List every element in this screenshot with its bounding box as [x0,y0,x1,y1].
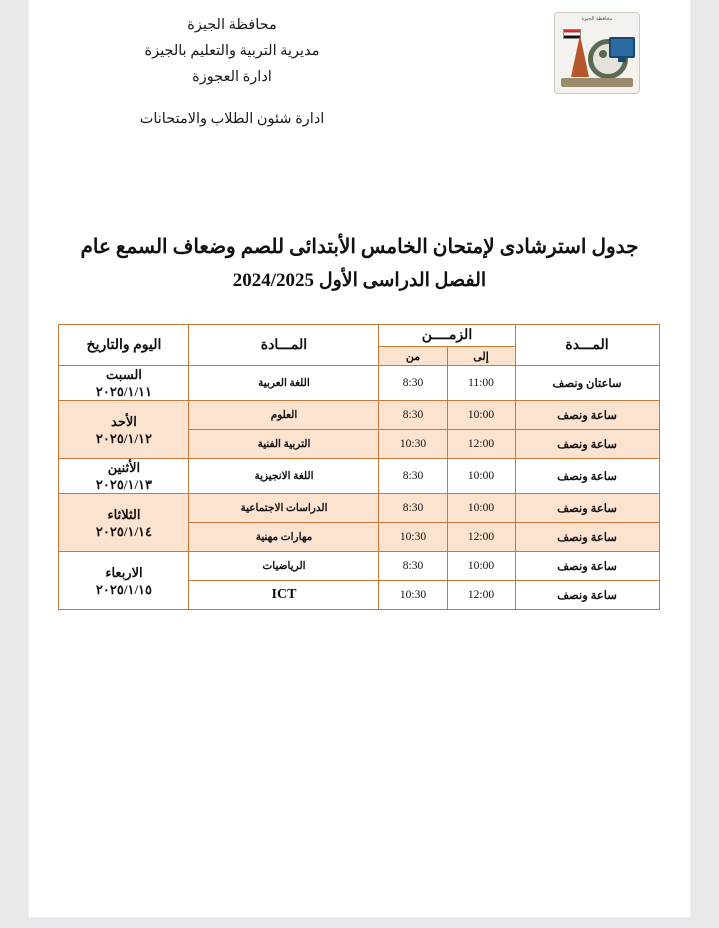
day-date: ٢٠٢٥/١/١٥ [95,581,153,597]
day-name: الاربعاء [105,564,143,580]
day-date: ٢٠٢٥/١/١٣ [95,477,153,492]
cell-time-to: 10:00 [447,459,515,494]
header-line-directorate: مديرية التربية والتعليم بالجيزة [144,43,320,59]
cell-time-from: 10:30 [379,581,447,610]
cell-day-date [59,401,189,459]
table-row [59,459,659,494]
header-time-from: من [379,347,447,366]
cell-subject: العلوم [189,401,379,430]
cell-subject: مهارات مهنية [189,523,379,552]
cell-time-to: 11:00 [447,366,515,401]
cell-time-to: 12:00 [447,523,515,552]
day-date: ٢٠٢٥/١/١٤ [95,523,153,539]
table-row [59,494,659,523]
cell-time-to: 10:00 [447,552,515,581]
cell-subject: الرياضيات [189,552,379,581]
cell-time-to: 10:00 [447,494,515,523]
obelisk-icon [571,35,589,77]
cell-time-from: 10:30 [379,523,447,552]
cell-duration: ساعة ونصف [515,401,659,430]
day-date: ٢٠٢٥/١/١٢ [95,430,153,446]
title-line-1: جدول استرشادى لإمتحان الخامس الأبتدائى للصم وضعاف السمع عام [80,236,639,258]
giza-education-directorate-logo [554,12,638,92]
header-line-student-affairs: ادارة شئون الطلاب والامتحانات [139,111,325,127]
document-page [29,0,690,917]
header-duration: المـــدة [515,325,659,366]
table-head [59,325,659,366]
cell-duration: ساعة ونصف [515,430,659,459]
cell-day-date [59,494,189,552]
day-date: ٢٠٢٥/١/١١ [95,384,153,399]
cell-duration: ساعة ونصف [515,494,659,523]
cell-day-date [59,366,189,401]
logo-shield [554,12,640,94]
title-line-2: الفصل الدراسى الأول 2024/2025 [232,270,487,291]
header-time-group: الزمــــن [379,325,515,347]
logo-base [561,78,633,87]
cell-time-from: 8:30 [379,494,447,523]
cell-day-date [59,459,189,494]
day-name: الثلاثاء [107,506,141,522]
table-row [59,401,659,430]
cell-duration: ساعة ونصف [515,459,659,494]
cell-duration: ساعة ونصف [515,523,659,552]
cell-subject: التربية الفنية [189,430,379,459]
cell-time-from: 8:30 [379,552,447,581]
letterhead [29,0,690,188]
table-header-row-1 [59,325,659,347]
cell-subject: اللغة الانجيزية [189,459,379,494]
cell-day-date [59,552,189,610]
cell-time-from: 8:30 [379,366,447,401]
cell-time-from: 8:30 [379,401,447,430]
header-time-to: إلى [447,347,515,366]
cell-time-to: 12:00 [447,581,515,610]
cell-time-to: 10:00 [447,401,515,430]
page-title [29,230,690,298]
header-line-governorate: محافظة الجيزة [187,17,277,33]
cell-time-from: 8:30 [379,459,447,494]
cell-duration: ساعة ونصف [515,552,659,581]
day-name: السبت [106,367,142,382]
table-row [59,552,659,581]
table-row [59,366,659,401]
header-line-administration: ادارة العجوزة [192,69,272,85]
cell-duration: ساعة ونصف [515,581,659,610]
exam-schedule-table-wrapper [60,324,660,610]
cell-subject: ICT [189,581,379,610]
day-name: الأثنين [107,460,141,475]
cell-time-to: 12:00 [447,430,515,459]
cell-subject: الدراسات الاجتماعية [189,494,379,523]
exam-schedule-table [58,324,659,610]
header-text-block [67,12,397,132]
cell-subject: اللغة العربية [189,366,379,401]
table-body [59,366,659,610]
day-name: الأحد [111,413,137,429]
cell-duration: ساعتان ونصف [515,366,659,401]
monitor-icon [609,37,635,58]
cell-time-from: 10:30 [379,430,447,459]
header-subject: المـــادة [189,325,379,366]
logo-band-text: محافظة الجيزة [581,17,613,22]
header-day-date: اليوم والتاريخ [59,325,189,366]
